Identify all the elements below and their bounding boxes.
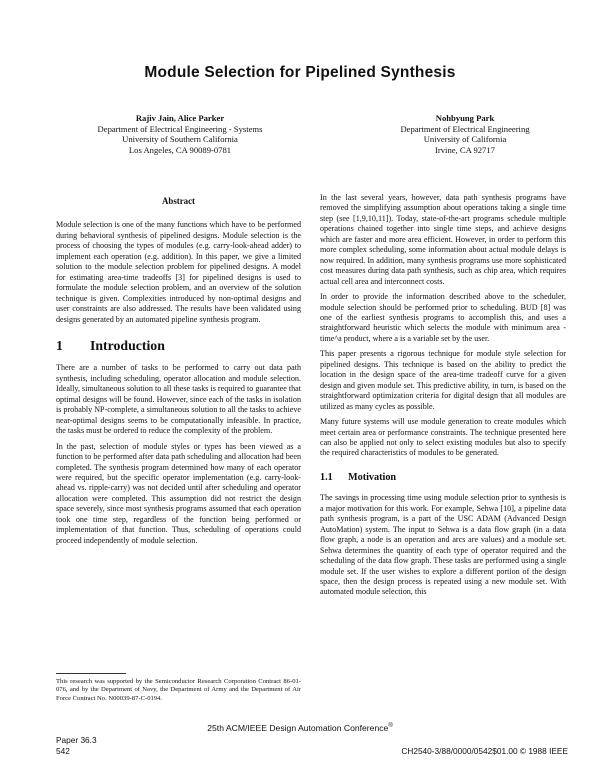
footnote: This research was supported by the Semiconductor Research Corporation Contract 86-01-076, and by the Department of Navy, the Department of Army and the Department of Air Force Contract No. N00039-87-C-0194. — [56, 678, 301, 702]
body-paragraph: In the last several years, however, data path synthesis programs have removed the simplifying assumption about operations taking a single time step (see [1,9,10,11]). Today, state-of-the-art programs schedule multiple operations chained together into single time steps, and achieve designs which are faster and more area efficient. However, in order to perform this more complex scheduling, some information about actual module delays is now required. In addition, many synthesis programs use more sophisticated cost measures during data path synthesis, such as chip area, which requires actual cell area and interconnect costs. — [320, 193, 566, 286]
paper-info — [56, 735, 97, 757]
intro-paragraph: In the past, selection of module styles or types has been viewed as a function to be performed after data path scheduling and allocation had been completed. The synthesis program determined how many of each operator were required, but the specific operator implementation (e.g. carry-look-ahead vs. ripple-carry) was not decided until after scheduling and operator allocation were completed. This assumption did not restrict the design space severely, since most synthesis programs assumed that each operation took one time step, regardless of the function being performed or implementation of that function. Thus, scheduling of operations could proceed independently of module selection. — [56, 441, 301, 545]
author-block-left — [60, 113, 300, 155]
conference-title: 25th ACM/IEEE Design Automation Conference — [207, 723, 389, 733]
author-dept: Department of Electrical Engineering — [400, 123, 530, 134]
subsection-heading-motivation — [320, 473, 566, 483]
registered-mark: ® — [388, 723, 393, 730]
subsection-title: Motivation — [348, 471, 397, 483]
paper-label: Paper 36.3 — [56, 735, 97, 745]
page-number: 542 — [56, 746, 70, 756]
paper-title: Module Selection for Pipelined Synthesis — [144, 64, 456, 81]
intro-paragraph: There are a number of tasks to be performed to carry out data path synthesis, including scheduling, operator allocation and module selection. Ideally, simultaneous solution to all these tasks is required to guarantee that optimal designs will be found. However, since each of the tasks in isolation is probably NP-complete, a simultaneous solution to all the tasks to achieve near-optimal designs seems to be computationally infeasible. In practice, the tasks must be ordered to reduce the complexity of the problem. — [56, 363, 302, 436]
section-number: 1 — [56, 337, 63, 353]
author-univ: University of Southern California — [122, 134, 238, 145]
abstract-text: Module selection is one of the many functions which have to be performed during behavioral synthesis of pipelined designs. Module selection is the process of choosing the types of modules (e.g. carry-look-ahead adder) to implement each operation (e.g. addition). In this paper, we give a limited solution to the module selection problem for pipelined designs. A model for estimating area-time tradeoffs [3] for pipelined designs is used to formulate the module selection problem, and an overview of the solution technique is given. Complexities introduced by non-optimal designs and user constraints are also addressed. The results have been validated using designs generated by an automated pipeline synthesis program. — [56, 220, 301, 324]
motivation-text: The savings in processing time using module selection prior to synthesis is a major motivation for this work. For example, Sehwa [10], a pipeline data path synthesis program, is a part of the USC ADAM (Advanced Design AutoMation) system. The input to Sehwa is a data flow graph (in a data flow graph, a node is an operation and arcs are values) and a module set. Sehwa determines the quantity of each type of operator required and the scheduling of the data flow graph. These tasks are performed using a single module set. If the user wishes to explore a different portion of the design space, then the design process is repeated using a new module set. With automated module selection, this — [320, 493, 566, 597]
footnote-rule — [56, 673, 126, 674]
author-names: Rajiv Jain, Alice Parker — [135, 113, 225, 123]
author-dept: Department of Electrical Engineering - Systems — [97, 123, 263, 134]
body-paragraph: In order to provide the information described above to the scheduler, module selection should be performed prior to scheduling. BUD [8] was one of the earliest synthesis programs to accomplish this, and uses a straightforward heuristic which selects the module with minimum area - time^a product, where a is a variable set by the user. — [320, 292, 566, 343]
right-column — [320, 193, 566, 603]
author-city: Los Angeles, CA 90089-0781 — [128, 144, 232, 155]
author-univ: University of California — [423, 134, 507, 145]
section-title: Introduction — [90, 337, 165, 353]
author-names: Nohbyung Park — [435, 113, 495, 123]
conference-name — [0, 723, 600, 733]
body-paragraph: Many future systems will use module generation to create modules which meet certain area or performance constraints. The technique presented here can also be applied not only to select existing modules but also to specify the required characteristics of modules to be generated. — [320, 417, 566, 458]
left-column — [56, 196, 301, 551]
section-heading-introduction — [56, 337, 301, 353]
author-city: Irvine, CA 92717 — [435, 144, 495, 155]
author-block-right — [350, 113, 580, 155]
body-paragraph: This paper presents a rigorous technique for module style selection for pipelined designs. This technique is based on the ability to predict the location in the design space of the area-time tradeoff curve for a given design and given module set. This predictive ability, in turn, is based on the straightforward optimization criteria for digital design that all modules are utilized as many cycles as possible. — [320, 349, 566, 411]
copyright-line: CH2540-3/88/0000/0542$01.00 © 1988 IEEE — [401, 746, 568, 756]
abstract-heading: Abstract — [161, 196, 196, 206]
subsection-number: 1.1 — [320, 471, 333, 483]
